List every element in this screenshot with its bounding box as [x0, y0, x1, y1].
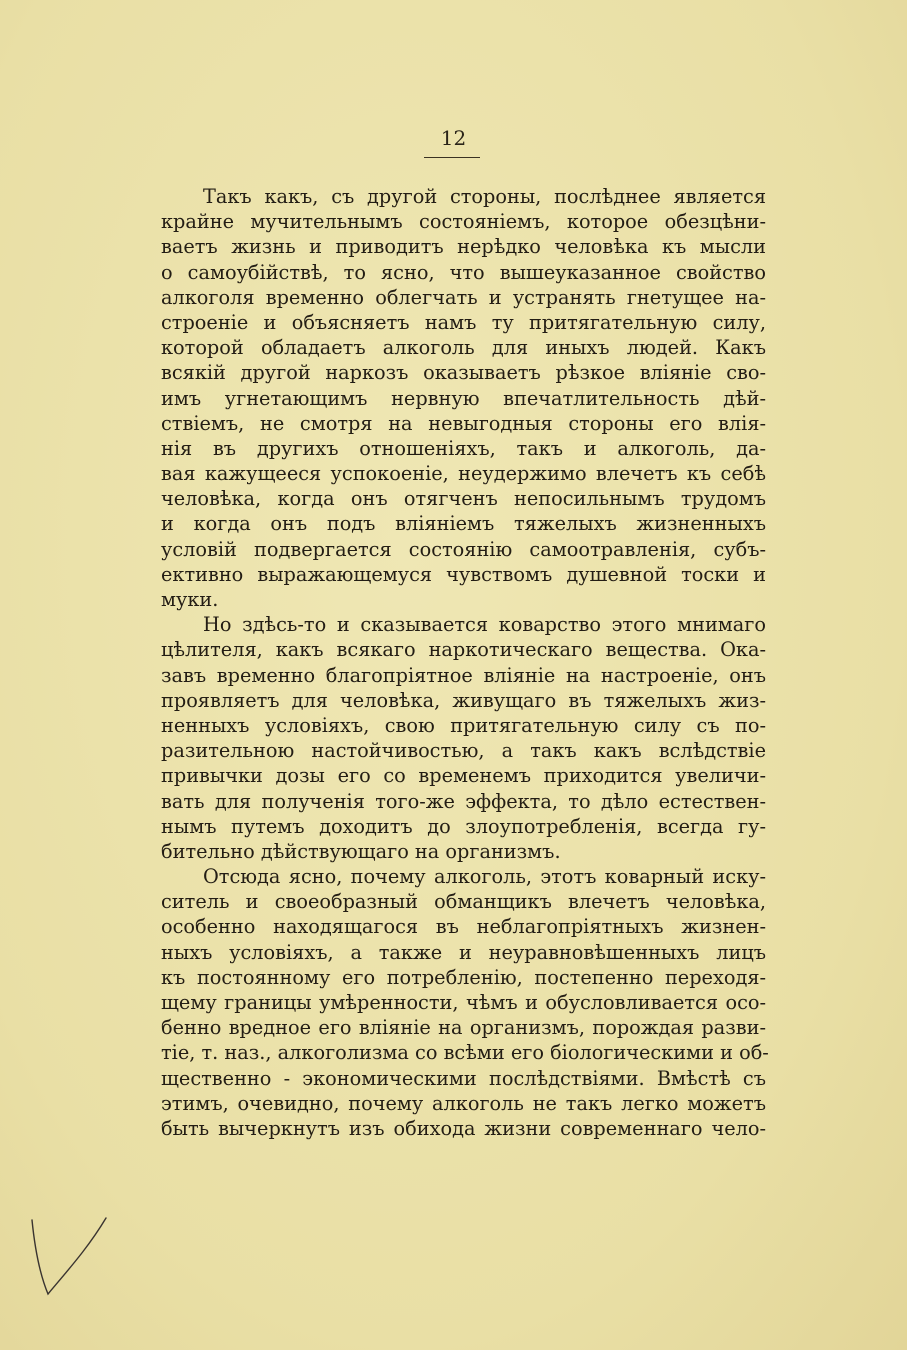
text-line: человѣка, когда онъ отягченъ непосильнымъ трудомъ — [161, 487, 766, 511]
text-line: о самоубійствѣ, то ясно, что вышеуказанное свойство — [161, 260, 766, 284]
text-line: проявляетъ для человѣка, живущаго въ тяжелыхъ жиз- — [161, 688, 766, 712]
text-line: разительною настойчивостью, а такъ какъ вслѣдствіе — [161, 739, 766, 763]
page-number: 12 — [440, 126, 467, 150]
text-line: ныхъ условіяхъ, а также и неуравновѣшенныхъ лицъ — [161, 940, 766, 964]
paragraph — [161, 864, 769, 1141]
text-line: ективно выражающемуся чувствомъ душевной тоски и — [161, 562, 766, 586]
text-line: алкоголя временно облегчать и устранять гнетущее на- — [161, 285, 766, 309]
text-line: муки. — [161, 588, 219, 611]
text-line: Но здѣсь-то и сказывается коварство этого мнимаго — [203, 613, 766, 637]
text-line: строеніе и объясняетъ намъ ту притягательную силу, — [161, 310, 766, 334]
text-line: вая кажущееся успокоеніе, неудержимо влечетъ къ себѣ — [161, 462, 766, 486]
text-line: щественно - экономическими послѣдствіями. Вмѣстѣ съ — [161, 1066, 766, 1090]
text-line: быть вычеркнутъ изъ обихода жизни современнаго чело- — [161, 1116, 766, 1140]
text-line: ситель и своеобразный обманщикъ влечетъ человѣка, — [161, 890, 766, 914]
text-line: всякій другой наркозъ оказываетъ рѣзкое вліяніе сво- — [161, 361, 766, 385]
header-rule — [424, 157, 480, 158]
text-line: и когда онъ подъ вліяніемъ тяжелыхъ жизненныхъ — [161, 512, 766, 536]
handwritten-checkmark-icon — [28, 1210, 118, 1300]
text-line: вать для полученія того-же эффекта, то дѣло естествен- — [161, 789, 766, 813]
text-line: условій подвергается состоянію самоотравленія, субъ- — [161, 537, 766, 561]
text-line: тіе, т. наз., алкоголизма со всѣми его біологическими и об- — [161, 1041, 769, 1065]
text-line: привычки дозы его со временемъ приходится увеличи- — [161, 764, 766, 788]
text-line: бительно дѣйствующаго на организмъ. — [161, 839, 561, 863]
text-line: нія въ другихъ отношеніяхъ, такъ и алкоголь, да- — [161, 436, 766, 460]
text-line: къ постоянному его потребленію, постепенно переходя- — [161, 965, 766, 989]
text-line: Такъ какъ, съ другой стороны, послѣднее является — [203, 185, 766, 208]
paragraph — [161, 184, 766, 612]
text-line: бенно вредное его вліяніе на организмъ, порождая разви- — [161, 1016, 766, 1040]
text-line: цѣлителя, какъ всякаго наркотическаго вещества. Ока- — [161, 638, 766, 662]
text-line: Отсюда ясно, почему алкоголь, этотъ коварный иску- — [203, 865, 766, 889]
text-line: ваетъ жизнь и приводитъ нерѣдко человѣка къ мысли — [161, 235, 766, 259]
paragraph — [161, 612, 766, 864]
text-line: крайне мучительнымъ состояніемъ, которое обезцѣни- — [161, 210, 766, 234]
text-line: щему границы умѣренности, чѣмъ и обусловливается осо- — [161, 991, 766, 1014]
text-line: которой обладаетъ алкоголь для иныхъ людей. Какъ — [161, 336, 766, 360]
text-line: нымъ путемъ доходитъ до злоупотребленія, всегда гу- — [161, 814, 766, 838]
text-line: ненныхъ условіяхъ, свою притягательную силу съ по- — [161, 713, 766, 737]
body-text — [161, 184, 769, 1141]
text-line: особенно находящагося въ неблагопріятныхъ жизнен- — [161, 915, 766, 939]
text-line: этимъ, очевидно, почему алкоголь не такъ легко можетъ — [161, 1091, 766, 1115]
text-line: имъ угнетающимъ нервную впечатлительность дѣй- — [161, 386, 766, 410]
text-line: завъ временно благопріятное вліяніе на настроеніе, онъ — [161, 663, 766, 687]
text-line: ствіемъ, не смотря на невыгодныя стороны его влія- — [161, 411, 766, 435]
